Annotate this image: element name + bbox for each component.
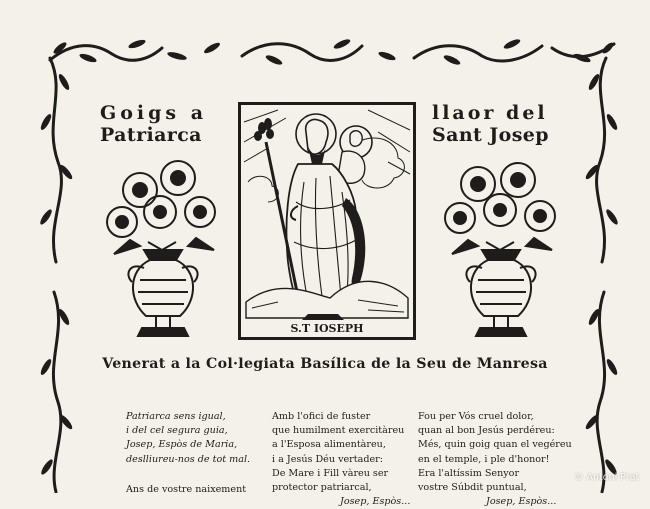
verse-line: vostre Súbdit puntual,	[418, 482, 527, 494]
right-floral-border	[582, 52, 622, 493]
verse-line: Era l'altíssim Senyor	[418, 467, 520, 479]
title-line2-left: Patriarca	[100, 124, 202, 146]
verse-line: quan al bon Jesús perdéreu:	[418, 425, 555, 437]
saint-joseph-woodcut	[238, 102, 416, 340]
verse-column-3	[418, 410, 572, 509]
verse-line: protector patriarcal,	[272, 482, 372, 494]
watermark: © Antoni Prat	[574, 472, 640, 483]
verse-line: Més, quin goig quan el vegéreu	[418, 439, 572, 451]
verse-line: Patriarca sens igual,	[126, 411, 226, 422]
verse-refrain: Josep, Espòs...	[486, 496, 557, 508]
title-line2-right: Sant Josep	[432, 124, 549, 146]
verse-next-line: Ans de vostre naixement	[126, 484, 247, 495]
title-line1-left: Goigs a	[100, 102, 208, 124]
verse-line: que humilment exercitàreu	[272, 425, 405, 437]
verse-refrain: Josep, Espòs...	[340, 496, 411, 508]
verse-line: en el temple, i ple d'honor!	[418, 453, 550, 465]
verse-line: i a Jesús Déu vertader:	[272, 453, 383, 465]
verse-line: deslliureu-nos de tot mal.	[126, 453, 251, 465]
verse-column-1	[126, 410, 250, 467]
top-floral-border	[42, 34, 622, 70]
woodcut-inscription: S.T IOSEPH	[290, 322, 364, 335]
left-floral-border	[38, 52, 76, 493]
title-line1-right: llaor del	[432, 102, 548, 124]
verse-line: Amb l'ofici de fuster	[272, 411, 371, 422]
verse-line: i del cel segura guia,	[126, 425, 228, 437]
left-flower-vase-icon	[100, 150, 225, 342]
subtitle: Venerat a la Col·legiata Basílica de la Seu de Manresa	[102, 356, 548, 372]
right-flower-vase-icon	[438, 150, 563, 342]
verse-line: De Mare i Fill vàreu ser	[272, 467, 389, 479]
verse-line: Josep, Espòs de Maria,	[126, 439, 238, 451]
verse-column-2	[272, 410, 410, 509]
verse-line: Fou per Vós cruel dolor,	[418, 411, 534, 422]
verse-line: a l'Esposa alimentàreu,	[272, 439, 386, 451]
